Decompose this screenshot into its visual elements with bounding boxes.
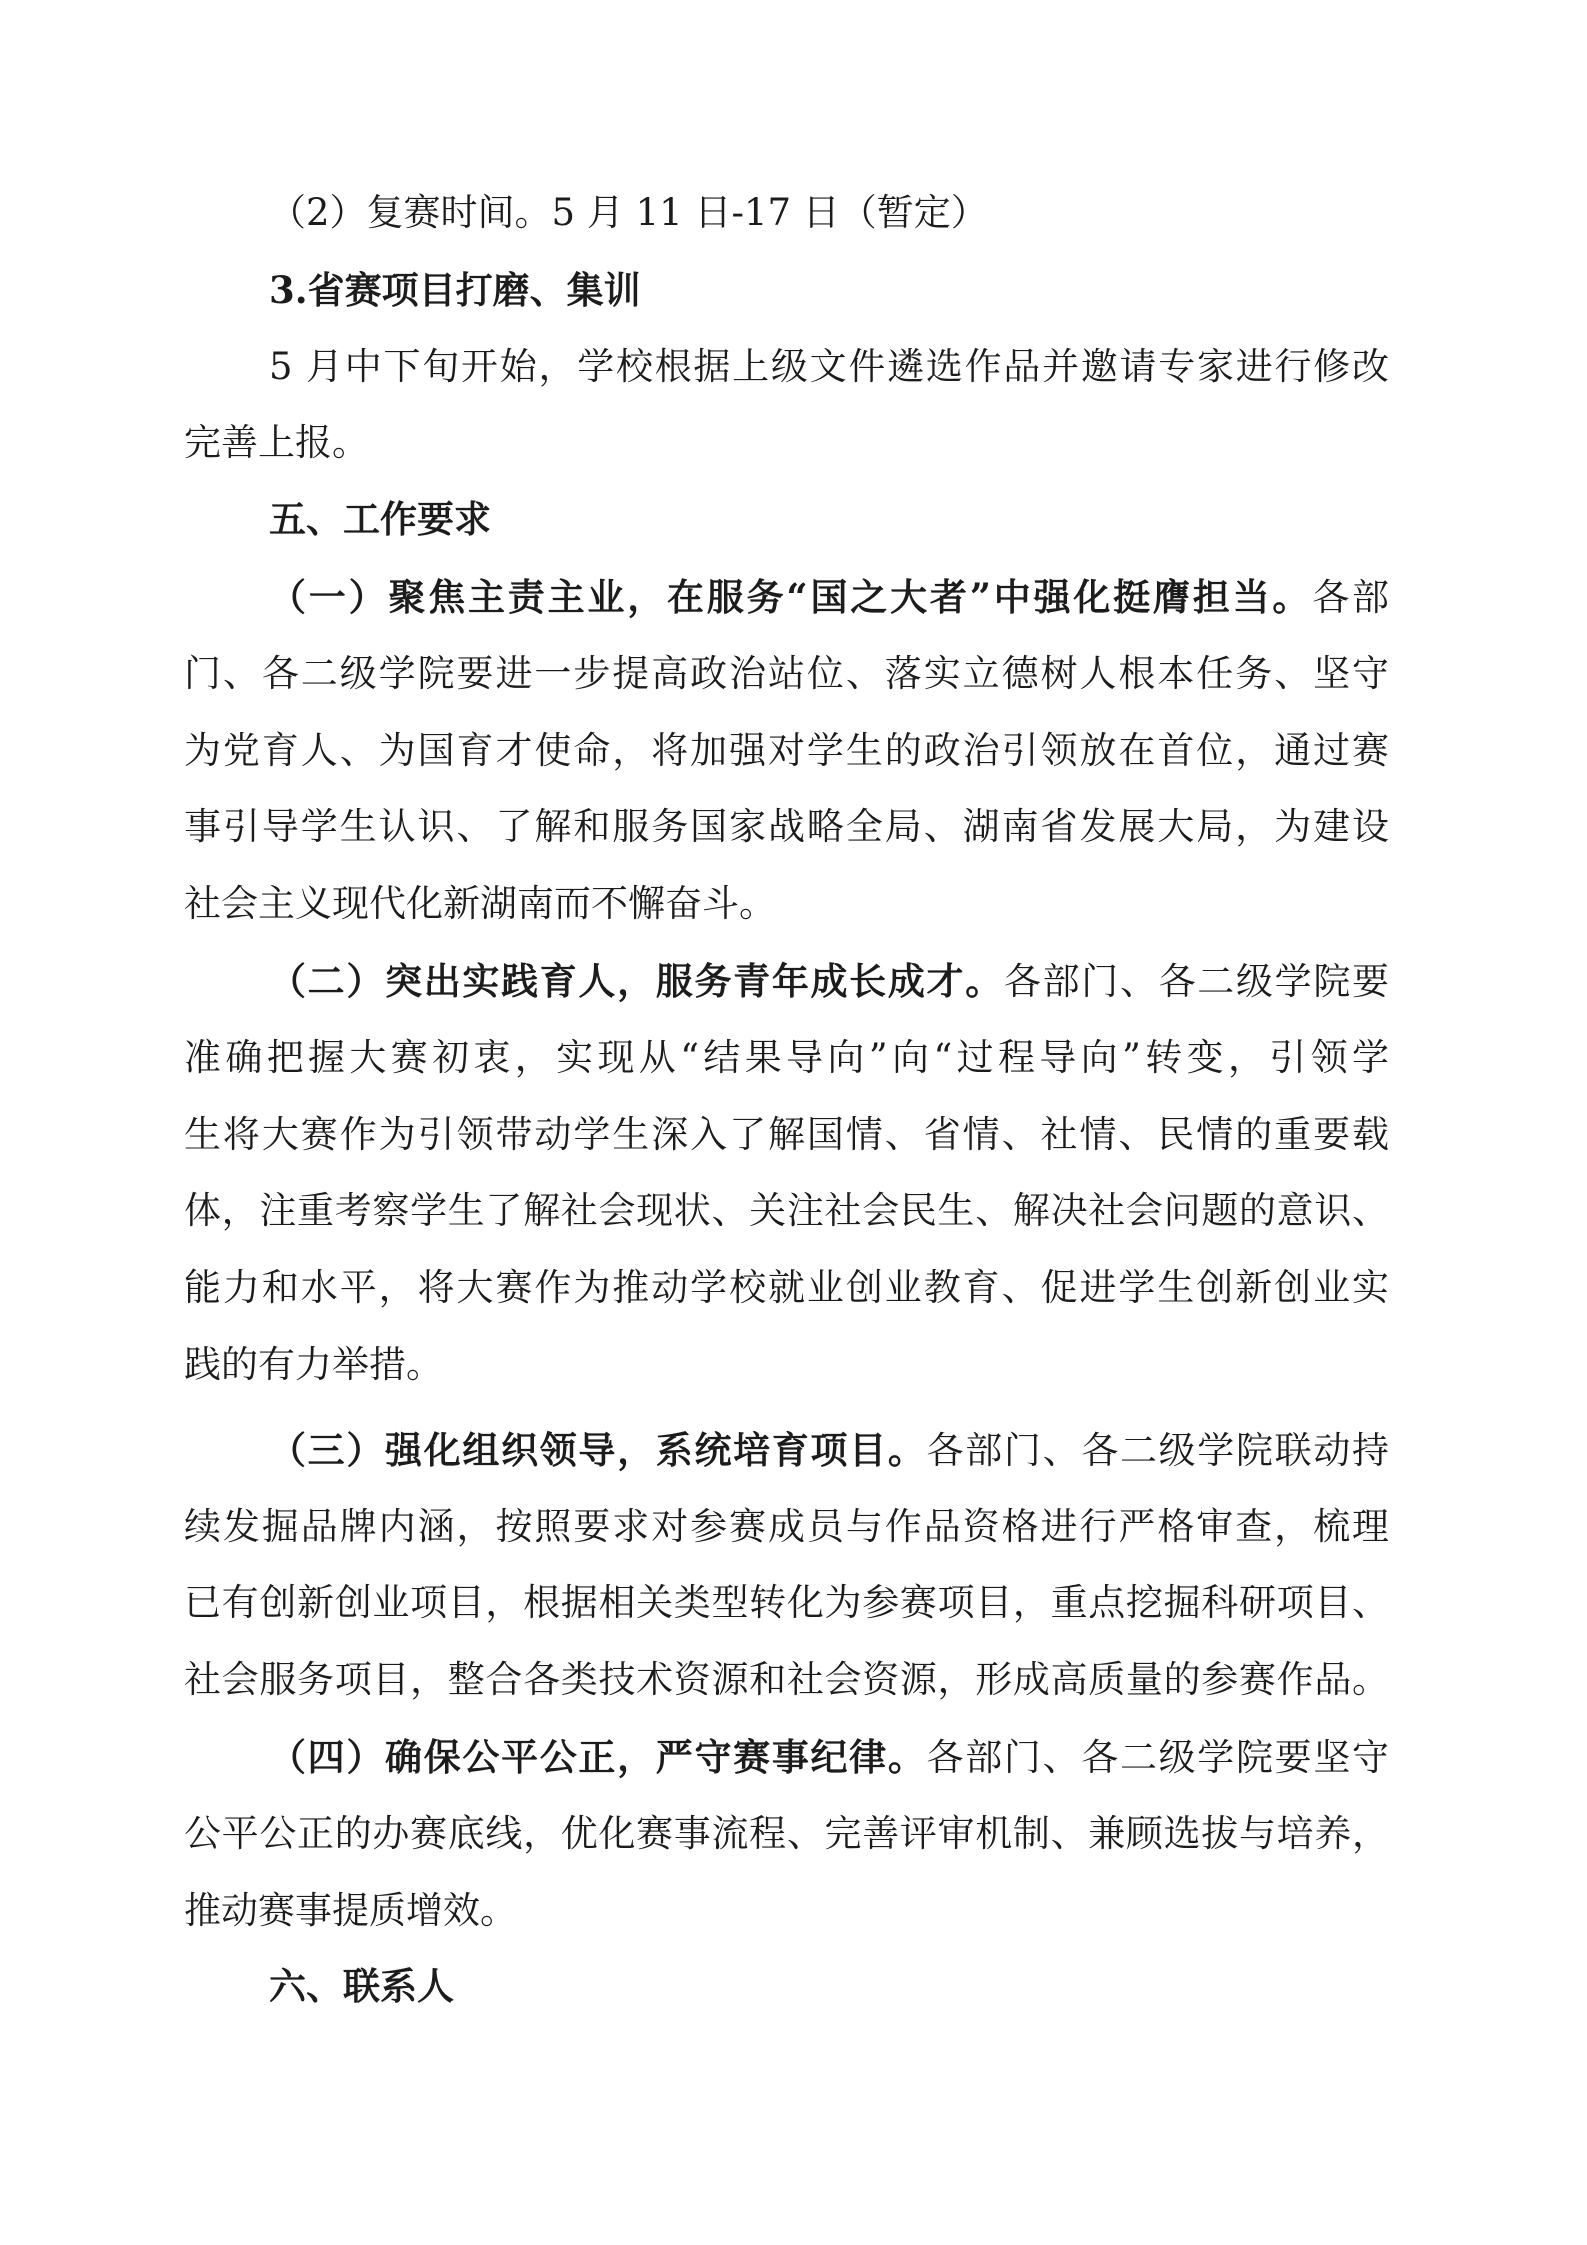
paragraph-2-line: 践的有力举措。 xyxy=(184,1342,443,1386)
section-3-heading: 3.省赛项目打磨、集训 xyxy=(269,267,641,312)
paragraph-1-line: 为党育人、为国育才使命，将加强对学生的政治引领放在首位，通过赛 xyxy=(184,728,1389,772)
paragraph-1-line: 社会主义现代化新湖南而不懈奋斗。 xyxy=(184,882,776,926)
paragraph-1-line: 事引导学生认识、了解和服务国家战略全局、湖南省发展大局，为建设 xyxy=(184,805,1389,849)
paragraph-4-first-line xyxy=(184,1719,1389,1796)
paragraph-4-line: 推动赛事提质增效。 xyxy=(184,1888,517,1932)
paragraph-2-line: 准确把握大赛初衷，实现从“结果导向”向“过程导向”转变，引领学 xyxy=(184,1035,1389,1079)
paragraph-3-lead: （三）强化组织领导，系统培育项目。 xyxy=(269,1427,927,1472)
paragraph-2-line: 能力和水平，将大赛作为推动学校就业创业教育、促进学生创新创业实 xyxy=(184,1266,1389,1310)
paragraph-1-lead: （一）聚焦主责主业，在服务“国之大者”中强化挺膺担当。 xyxy=(269,574,1313,619)
paragraph-2-lead: （二）突出实践育人，服务青年成长成才。 xyxy=(269,958,1004,1003)
paragraph-2-first-line xyxy=(184,943,1389,1020)
section-5-heading: 五、工作要求 xyxy=(269,498,491,542)
paragraph-4-text: 各部门、各二级学院要坚守 xyxy=(926,1735,1389,1779)
section-3-line: 5 月中下旬开始，学校根据上级文件遴选作品并邀请专家进行修改 xyxy=(269,344,1389,388)
paragraph-1-text: 各部 xyxy=(1312,575,1389,619)
paragraph-4-lead: （四）确保公平公正，严守赛事纪律。 xyxy=(269,1734,927,1779)
paragraph-2-line: 生将大赛作为引领带动学生深入了解国情、省情、社情、民情的重要载 xyxy=(184,1112,1389,1156)
paragraph-4-line: 公平公正的办赛底线，优化赛事流程、完善评审机制、兼顾选拔与培养， xyxy=(184,1811,1389,1855)
paragraph-1-line: 门、各二级学院要进一步提高政治站位、落实立德树人根本任务、坚守 xyxy=(184,651,1389,695)
item-2-line: （2）复赛时间。5 月 11 日-17 日（暂定） xyxy=(269,191,988,234)
paragraph-2-text: 各部门、各二级学院要 xyxy=(1003,959,1389,1003)
paragraph-2-line: 体，注重考察学生了解社会现状、关注社会民生、解决社会问题的意识、 xyxy=(184,1189,1389,1233)
paragraph-3-line: 续发掘品牌内涵，按照要求对参赛成员与作品资格进行严格审查，梳理 xyxy=(184,1504,1389,1548)
paragraph-3-text: 各部门、各二级学院联动持 xyxy=(926,1428,1389,1472)
section-6-heading: 六、联系人 xyxy=(269,1965,454,2009)
paragraph-1-first-line xyxy=(184,559,1389,636)
paragraph-3-first-line xyxy=(184,1412,1389,1489)
section-3-line: 完善上报。 xyxy=(184,421,369,465)
paragraph-3-line: 已有创新创业项目，根据相关类型转化为参赛项目，重点挖掘科研项目、 xyxy=(184,1581,1389,1625)
paragraph-3-line: 社会服务项目，整合各类技术资源和社会资源，形成高质量的参赛作品。 xyxy=(184,1658,1389,1702)
document-body xyxy=(184,175,1389,2026)
